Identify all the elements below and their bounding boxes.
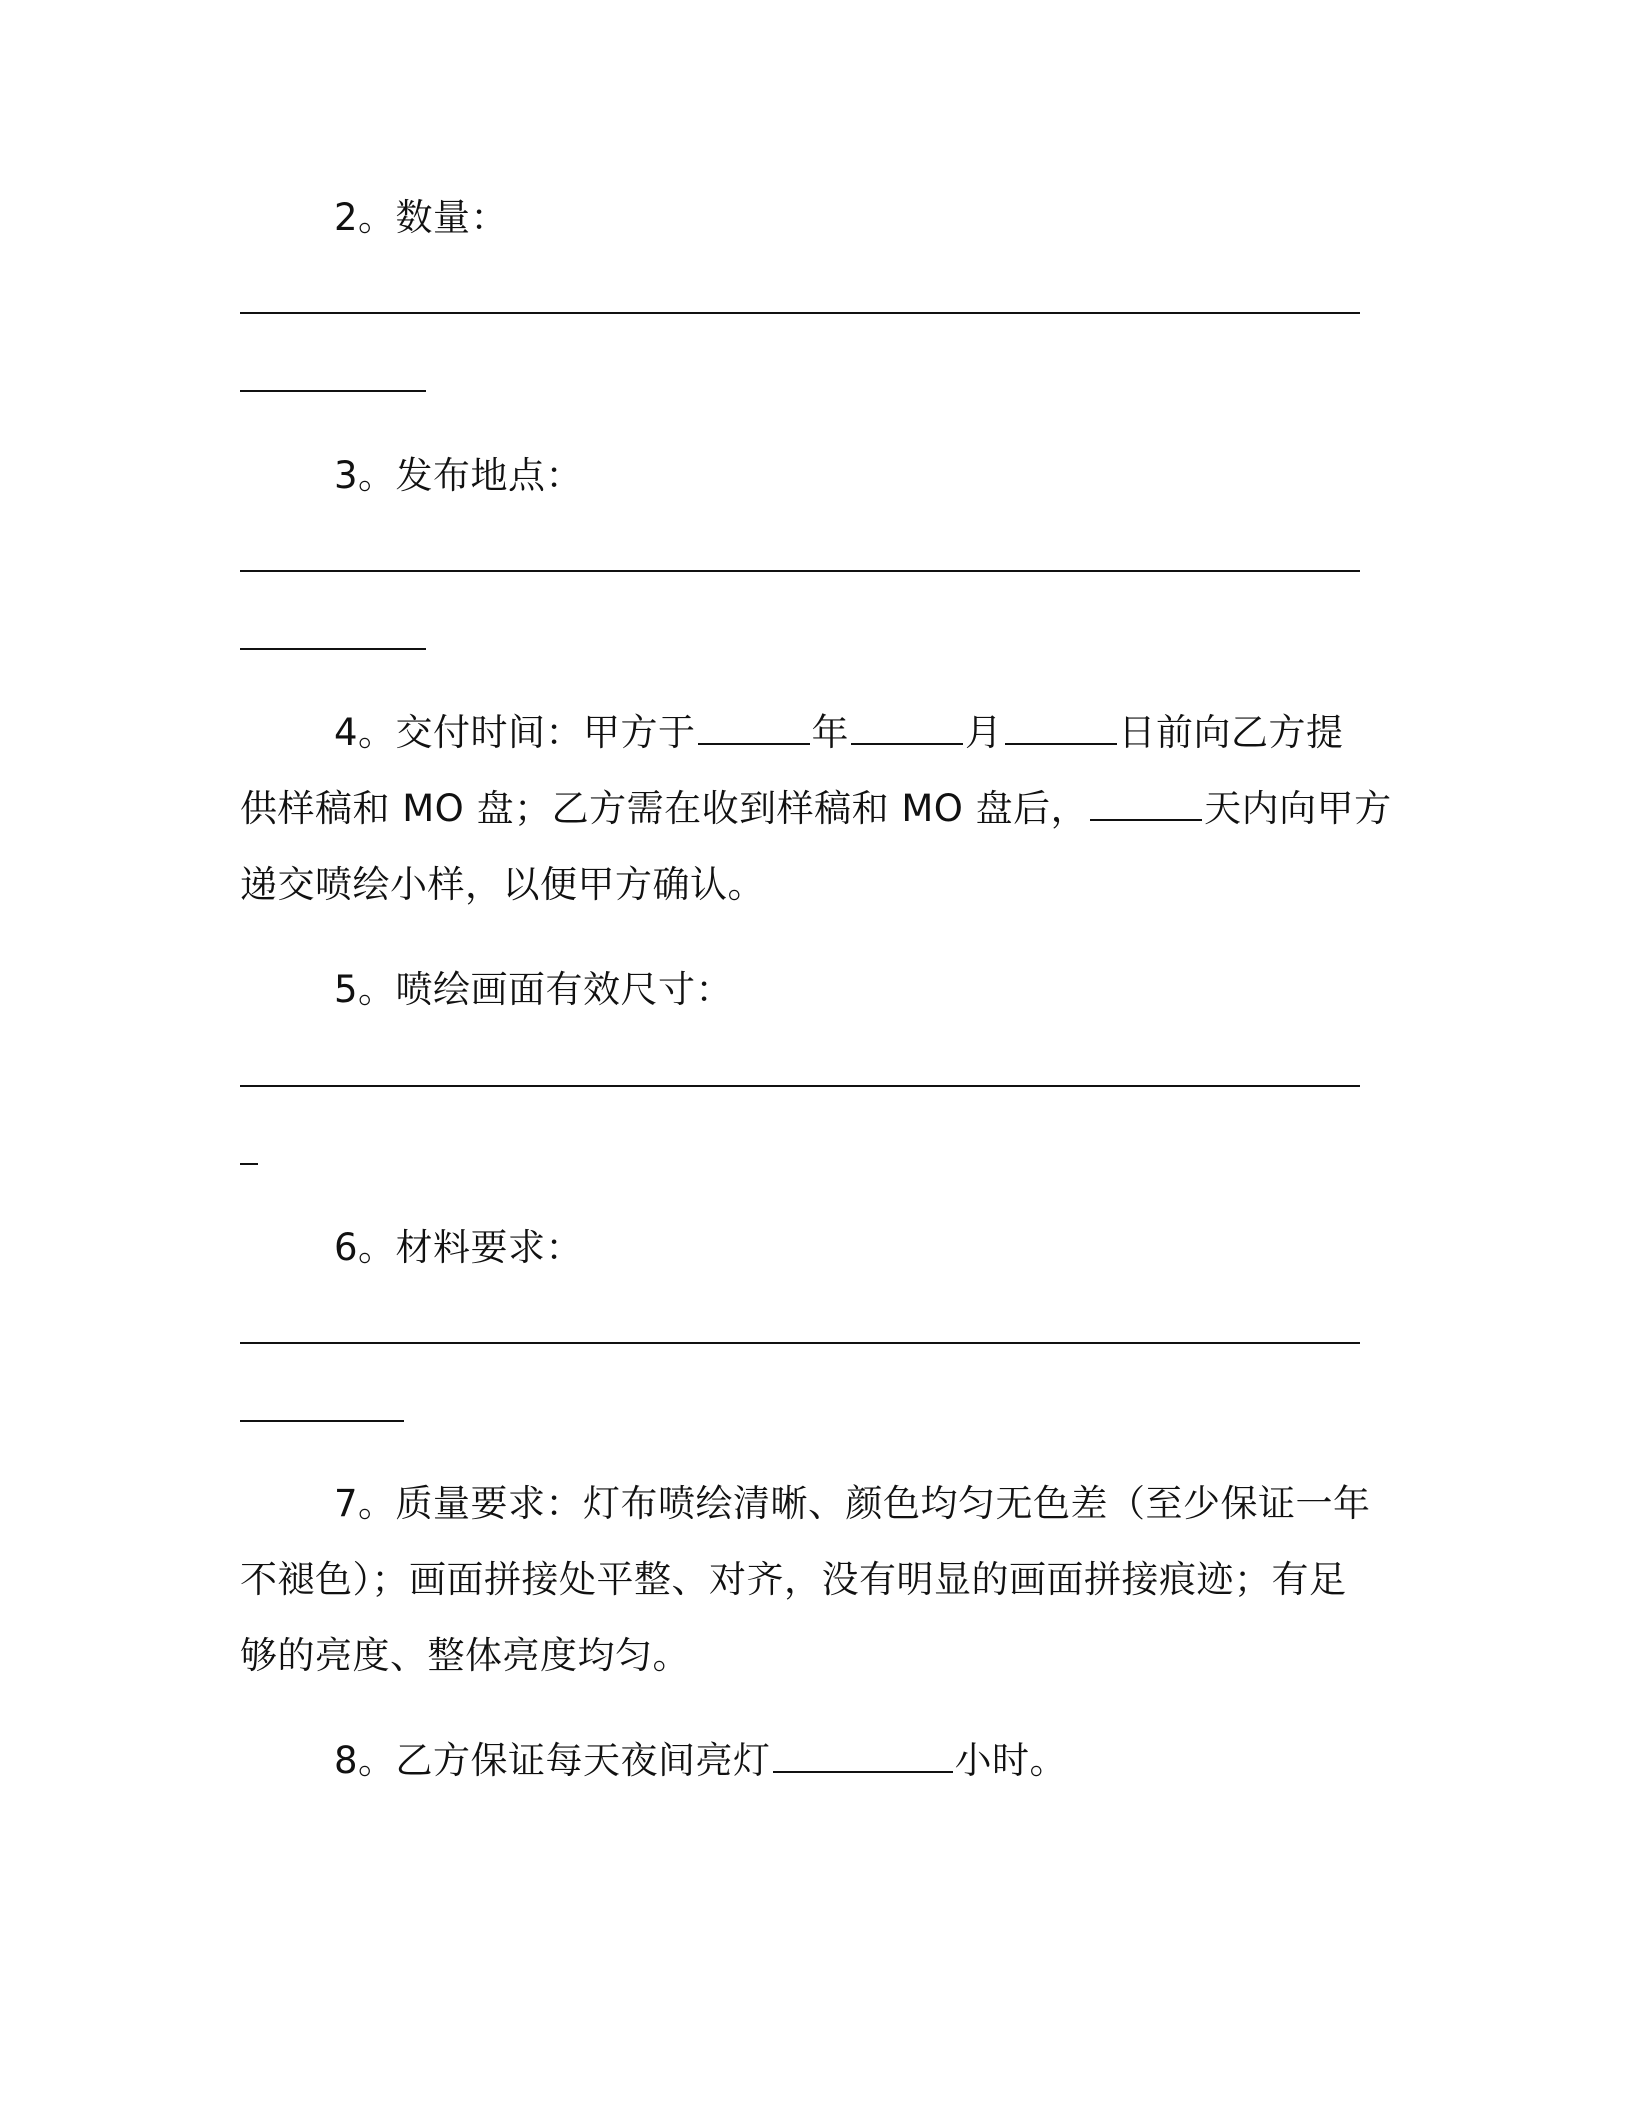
item-3-heading — [334, 452, 583, 500]
item-6-number: 6。 — [334, 1226, 396, 1269]
item-2-heading — [334, 194, 508, 242]
item-3-label: 发布地点： — [395, 454, 584, 497]
delivery-year-blank[interactable] — [698, 713, 810, 745]
item-4-text-e: 供样稿和 MO 盘；乙方需在收到样稿和 MO 盘后， — [240, 787, 1089, 830]
item-7-text-a: 质量要求：灯布喷绘清晰、颜色均匀无色差（至少保证一年 — [395, 1482, 1371, 1525]
item-4-line-2 — [240, 785, 1392, 833]
item-6-label: 材料要求： — [395, 1226, 584, 1269]
item-7-line-2 — [240, 1556, 1347, 1604]
item-4-text-g: 递交喷绘小样，以便甲方确认。 — [240, 863, 765, 906]
item-4-text-f: 天内向甲方 — [1204, 787, 1392, 830]
sample-days-blank[interactable] — [1090, 789, 1202, 821]
item-4-line-3 — [240, 861, 765, 909]
light-hours-blank[interactable] — [773, 1741, 953, 1773]
item-4-number: 4。 — [334, 711, 396, 754]
item-4-text-a: 交付时间：甲方于 — [395, 711, 696, 754]
item-8-line-1 — [334, 1737, 1067, 1785]
item-5-label: 喷绘画面有效尺寸： — [395, 968, 734, 1011]
item-3-number: 3。 — [334, 454, 396, 497]
item-6-fill-line-2[interactable] — [240, 1420, 404, 1422]
item-7-text-c: 够的亮度、整体亮度均匀。 — [240, 1634, 690, 1677]
item-4-line-1 — [334, 709, 1344, 757]
item-7-line-3 — [240, 1632, 690, 1680]
delivery-day-blank[interactable] — [1005, 713, 1117, 745]
item-2-number: 2。 — [334, 196, 396, 239]
item-5-number: 5。 — [334, 968, 396, 1011]
item-5-fill-line-2[interactable] — [240, 1163, 258, 1165]
item-7-line-1 — [334, 1480, 1371, 1528]
item-2-fill-line-2[interactable] — [240, 390, 426, 392]
item-6-heading — [334, 1224, 583, 1272]
item-8-number: 8。 — [334, 1739, 396, 1782]
item-4-text-c: 月 — [965, 711, 1003, 754]
item-5-fill-line-1[interactable] — [240, 1085, 1360, 1087]
item-3-fill-line-2[interactable] — [240, 648, 426, 650]
item-7-text-b: 不褪色）；画面拼接处平整、对齐，没有明显的画面拼接痕迹；有足 — [240, 1558, 1347, 1601]
item-7-number: 7。 — [334, 1482, 396, 1525]
item-8-text-b: 小时。 — [954, 1739, 1068, 1782]
item-4-text-b: 年 — [811, 711, 850, 754]
item-2-label: 数量： — [395, 196, 509, 239]
item-2-fill-line-1[interactable] — [240, 312, 1360, 314]
item-8-text-a: 乙方保证每天夜间亮灯 — [395, 1739, 771, 1782]
item-5-heading — [334, 966, 733, 1014]
item-6-fill-line-1[interactable] — [240, 1342, 1360, 1344]
item-4-text-d: 日前向乙方提 — [1118, 711, 1344, 754]
item-3-fill-line-1[interactable] — [240, 570, 1360, 572]
delivery-month-blank[interactable] — [851, 713, 963, 745]
